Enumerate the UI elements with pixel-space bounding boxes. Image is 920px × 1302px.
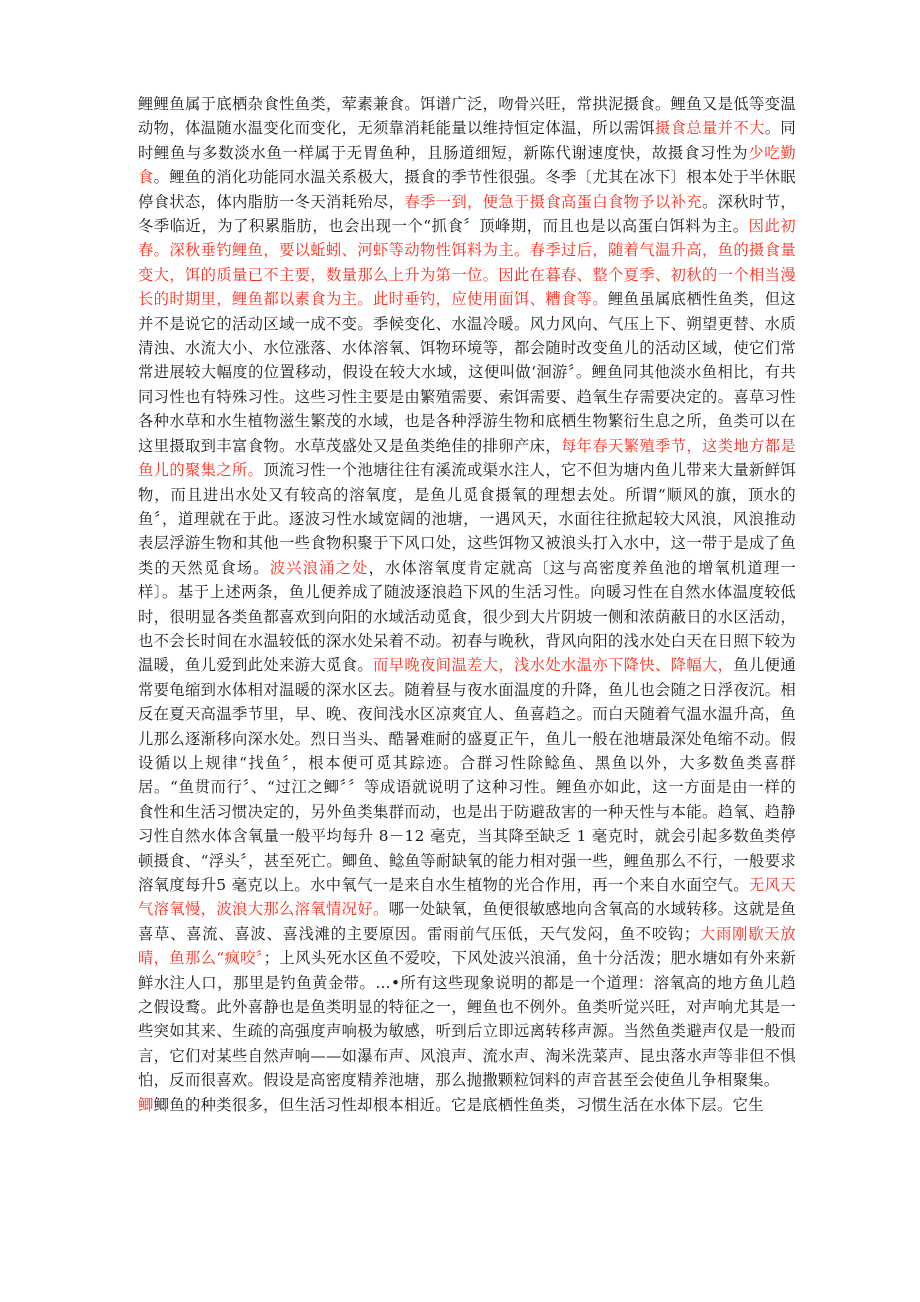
highlighted-text-run: 少吃勤食 xyxy=(138,143,796,187)
text-run: 哪一处缺氧，鱼便很敏感地向含氧高的水域转移。这就是鱼喜草、喜流、喜波、喜浅滩的主要原因。雷雨前气压低，天气发闷，鱼不咬钩； xyxy=(138,900,796,943)
highlighted-text-run: 波兴浪涌之处 xyxy=(269,558,369,577)
text-run: 。鲤鱼的消化功能同水温关系极大，摄食的季节性很强。冬季〔尤其在冰下〕根本处于半休眠停食状态，体内脂肪一冬天消耗殆尽， xyxy=(138,168,796,211)
text-run: ；上风头死水区鱼不爱咬，下风处波兴浪涌，鱼十分活泼；肥水塘如有外来新鲜水注人口，那里是钓鱼黄金带。…•所有这些现象说明的都是一个道理：溶氧高的地方鱼儿趋之假设鹜。此外喜静也是鱼类明显的特征之一，鲤鱼也不例外。鱼类听觉兴旺，对声响尤其是一些突如其来、生疏的高强度声响极为敏感，听到后立即远离转移声源。当然鱼类避声仅是一般而言，它们对某些自然声响——如瀑布声、风浪声、流水声、淘米洗菜声、昆虫落水声等非但不惧怕，反而很喜欢。假设是高密度精养池塘，那么抛撒颗粒饲料的声音甚至会使鱼儿争相聚集。 xyxy=(138,949,796,1090)
paragraph-text: 鲫鱼的种类很多，但生活习性却根本相近。它是底栖性鱼类，习惯生活在水体下层。它生 xyxy=(153,1095,764,1114)
paragraph-lead-char: 鲫 xyxy=(138,1095,154,1114)
text-run: 鲤鲤鱼属于底栖杂食性鱼类，荤素兼食。饵谱广泛，吻骨兴旺，常拱泥摄食。鲤鱼又是低等变温动物，体温随水温变化而变化，无须靠消耗能量以维持恒定体温，所以需饵 xyxy=(138,95,796,138)
highlighted-text-run: 无风天气溶氧慢，波浪大那么溶氧情况好。 xyxy=(138,876,796,919)
highlighted-text-run: 因此初春。深秋垂钓鲤鱼，要以蚯蚓、河虾等动物性饵料为主。春季过后，随着气温升高，鱼的摄食量变大，饵的质量已不主要，数量那么上升为第一位。因此在暮春、整个夏季、初秋的一个相当漫长的时期里，鲤鱼都以素食为主。此时垂钓，应使用面饵、糟食等。 xyxy=(138,217,796,309)
highlighted-text-run: 而早晚夜间温差大，浅水处水温亦下降快、降幅大， xyxy=(373,656,734,675)
highlighted-text-run: 大雨刚歇天放晴，鱼那么“疯咬〞 xyxy=(138,924,796,968)
highlighted-text-run: 春季一到，便急于摄食高蛋白食物予以补充 xyxy=(404,192,703,211)
highlighted-text-run: 每年春天繁殖季节，这类地方都是鱼儿的聚集之所。 xyxy=(138,436,796,480)
text-run: 鱼儿便通常要龟缩到水体相对温暖的深水区去。随着昼与夜水面温度的升降，鱼儿也会随之日浮夜沉。相反在夏天高温季节里，早、晚、夜间浅水区凉爽宜人、鱼喜趋之。而白天随着气温水温升高，鱼儿那么逐渐移向深水处。烈日当头、酷暑难耐的盛夏正午，鱼儿一般在池塘最深处龟缩不动。假设循以上规律“找鱼〞，根本便可觅其踪迹。合群习性除鲶鱼、黑鱼以外，大多数鱼类喜群居。“鱼贯而行〞、“过江之鲫〞〞等成语就说明了这种习性。鲤鱼亦如此，这一方面是由一样的食性和生活习惯决定的，另外鱼类集群而动，也是出于防避敌害的一种天性与本能。趋氧、趋静习性自然水体含氧量一般平均每升 8－12 毫克，当其降至缺乏 1 毫克时，就会引起多数鱼类停顿摄食、“浮头〞，甚至死亡。鲫鱼、鲶鱼等耐缺氧的能力相对强一些，鲤鱼那么不行，一般要求溶氧度每升5 毫克以上。水中氧气一是来自水生植物的光合作用，再一个来自水面空气。 xyxy=(138,656,796,894)
paragraph-crucian-carp xyxy=(138,1093,796,1117)
document-page xyxy=(138,92,796,1117)
text-run: 鲤鱼虽属底栖性鱼类，但这并不是说它的活动区域一成不变。季候变化、水温冷暖。风力风向、气压上下、朔望更替、水质清浊、水流大小、水位涨落、水体溶氧、饵物环境等，都会随时改变鱼儿的活动区域，使它们常常进展较大幅度的位置移动，假设在较大水域，这便叫做‘洄游〞。鲤鱼同其他淡水鱼相比，有共同习性也有特殊习性。这些习性主要是由繁殖需要、索饵需要、趋氧生存需要决定的。喜草习性各种水草和水生植物滋生繁茂的水域，也是各种浮游生物和底栖生物繁衍生息之所，鱼类可以在这里摄取到丰富食物。水草茂盛处又是鱼类绝佳的排卵产床， xyxy=(138,290,796,455)
text-run: 。深秋时节，冬季临近，为了积累脂肪，也会出现一个“抓食〞顶峰期，而且也是以高蛋白饵料为主。 xyxy=(138,192,796,236)
text-run: 顶流习性一个池塘往往有溪流或渠水注人，它不但为塘内鱼儿带来大量新鲜饵物，而且进出水处又有较高的溶氧度，是鱼儿觅食摄氧的理想去处。所谓“顺风的旗，顶水的鱼〞，道理就在于此。逐波习性水域宽阔的池塘，一遇风天，水面往往掀起较大风浪，风浪推动表层浮游生物和其他一些食物积聚于下风口处，这些饵物又被浪头打入水中，这一带于是成了鱼类的天然觅食场。 xyxy=(138,461,796,577)
text-run: ，水体溶氧度肯定就高〔这与高密度养鱼池的增氧机道理一样〕。基于上述两条，鱼儿便养成了随波逐浪趋下风的生活习性。向暖习性在自然水体温度较低时，很明显各类鱼都喜欢到向阳的水域活动觅食，很少到大片阴坡一侧和浓荫蔽日的水区活动，也不会长时间在水温较低的深水处呆着不动。初春与晚秋，背风向阳的浅水处白天在日照下较为温暖，鱼儿爱到此处来游大觅食。 xyxy=(138,558,796,675)
text-run: 。同时鲤鱼与多数淡水鱼一样属于无胃鱼种，且肠道细短，新陈代谢速度快，故摄食习性为 xyxy=(138,119,797,162)
paragraph-carp-habits xyxy=(138,92,796,1093)
highlighted-text-run: 摄食总量并不大 xyxy=(655,119,765,138)
